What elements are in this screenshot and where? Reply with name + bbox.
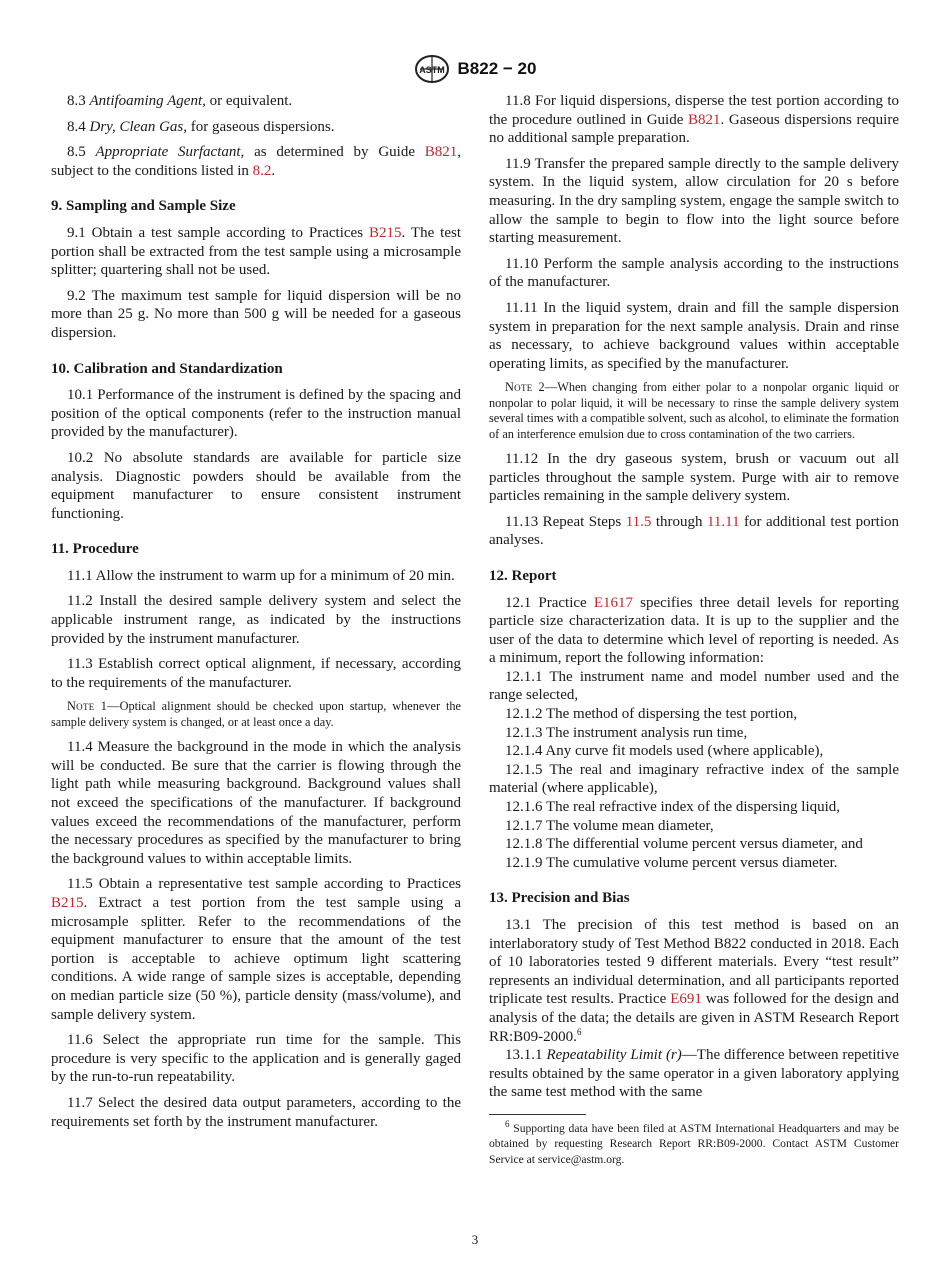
report-item: 12.1.3 The instrument analysis run time, [505, 724, 748, 741]
paragraph-9-1: 9.1 Obtain a test sample according to Practices B215. The test portion shall be extracted from the test sample using a microsample splitter; quartering shall not be used. [51, 224, 461, 279]
paragraph-13-1-1: 13.1.1 Repeatability Limit (r)—The difference between repetitive results obtained by the same operator in a given laboratory applying the same test method with the same [489, 1047, 900, 1101]
paragraph-11-1: 11.1 Allow the instrument to warm up for a minimum of 20 min. [67, 567, 455, 584]
report-item: 12.1.7 The volume mean diameter, [505, 817, 714, 834]
report-item: 12.1.8 The differential volume percent versus diameter, and [505, 836, 863, 853]
paragraph-12-1: 12.1 Practice E1617 specifies three detail levels for reporting particle size characterization data. It is up to the supplier and the user of the data to determine which level of reporting is needed. As a minimum, report the following information: [489, 594, 899, 667]
note-1: Note 1—Optical alignment should be checked upon startup, whenever the sample delivery system is changed, or at least once a day. [51, 699, 461, 729]
paragraph-8-3: 8.3 Antifoaming Agent, or equivalent. [67, 93, 293, 109]
paragraph-11-12: 11.12 In the dry gaseous system, brush or vacuum out all particles throughout the sample system. Purge with air to remove particles remaining in the sample delivery system. [489, 450, 899, 505]
paragraph-11-3: 11.3 Establish correct optical alignment, if necessary, according to the requirements of the manufacturer. [51, 656, 461, 691]
report-item: 12.1.6 The real refractive index of the dispersing liquid, [505, 799, 841, 816]
page-header [0, 52, 950, 86]
footnote-marker[interactable]: 6 [576, 1026, 582, 1037]
section-heading-10: 10. Calibration and Standardization [51, 360, 283, 377]
standard-designation: B822 − 20 [457, 59, 537, 78]
footnote-divider [489, 1114, 586, 1115]
ref-link-8-2[interactable]: 8.2 [252, 162, 272, 179]
paragraph-8-4: 8.4 Dry, Clean Gas, for gaseous dispersions. [67, 118, 335, 135]
ref-link-b821[interactable]: B821 [688, 111, 721, 128]
ref-link-11-5[interactable]: 11.5 [625, 513, 652, 530]
footnote-6: $^6$ Supporting data have been filed at ASTM International Headquarters and may be obtained by requesting Research Report RR:B09-2000. Contact ASTM Customer Service at service@astm.org. [489, 1119, 899, 1166]
right-column [489, 92, 899, 1167]
paragraph-8-5: 8.5 Appropriate Surfactant, as determined by Guide B821, subject to the conditions listed in 8.2. [51, 144, 462, 179]
paragraph-11-6: 11.6 Select the appropriate run time for the sample. This procedure is very specific to the application and is generally gaged by the run-to-run repeatability. [51, 1032, 461, 1086]
section-heading-12: 12. Report [489, 567, 557, 584]
note-2: Note 2—When changing from either polar to a nonpolar organic liquid or nonpolar to polar liquid, it will be necessary to rinse the sample delivery system several times with a compatible solvent, such as alcohol, to eliminate the formation of an interference emulsion due to cross contamination of the two carriers. [489, 380, 899, 441]
paragraph-11-4: 11.4 Measure the background in the mode in which the analysis will be conducted. Be sure that the carrier is flowing through the light path while measuring background. Background values shall not exceed the specifications of the manufacturer. If background values exceed the recommendations of the manufacturer, perform the necessary procedures as specified by the manufacturer to bring the background values to within acceptable limits. [51, 739, 461, 867]
left-column [51, 92, 461, 1138]
paragraph-11-7: 11.7 Select the desired data output parameters, according to the requirements set forth by the instrument manufacturer. [51, 1094, 461, 1130]
ref-link-b215[interactable]: B215 [51, 895, 84, 911]
svg-text:ASTM: ASTM [418, 65, 445, 75]
paragraph-11-8: 11.8 For liquid dispersions, disperse the test portion according to the procedure outlined in Guide B821. Gaseous dispersions require no additional sample preparation. [489, 93, 899, 147]
ref-link-b215[interactable]: B215 [368, 224, 402, 241]
paragraph-11-5: 11.5 Obtain a representative test sample according to Practices B215. Extract a test portion from the test sample using a microsample splitter. Refer to the recommendations of the equipment manufacturer to ensure that the amount of the test portion is acceptable to achieve optimum light scattering conditions. A wide range of sample sizes is acceptable, depending on median particle size (50 %), particle density (mass/volume), and sample delivery system. [51, 876, 461, 1023]
paragraph-11-11: 11.11 In the liquid system, drain and fill the sample dispersion system in preparation for the next sample analysis. Drain and rinse as necessary, to achieve background values within acceptable operating limits, as specified by the manufacturer. [489, 299, 899, 372]
paragraph-11-9: 11.9 Transfer the prepared sample directly to the sample delivery system. In the liquid system, allow circulation for 20 s before measuring. In the dry sampling system, engage the sample switch to allow the sample to begin to flow into the light source before starting measurement. [489, 155, 899, 247]
paragraph-13-1: 13.1 The precision of this test method is based on an interlaboratory study of Test Method B822 conducted in 2018. Each of 10 laboratories tested 9 different materials. Every “test result” represents an individual determination, and all participants reported triplicate test results. Practice E691 was followed for the design and analysis of the data; the details are given in ASTM Research Report RR:B09-2000.$^6$ [489, 917, 899, 1045]
report-item: 12.1.9 The cumulative volume percent versus diameter. [505, 854, 838, 871]
report-item: 12.1.2 The method of dispersing the test portion, [505, 706, 798, 723]
report-item: 12.1.5 The real and imaginary refractive index of the sample material (where applicable), [489, 761, 899, 797]
ref-link-11-11[interactable]: 11.11 [706, 513, 740, 530]
section-heading-11: 11. Procedure [51, 541, 139, 558]
ref-link-b821[interactable]: B821 [424, 144, 458, 161]
section-heading-9: 9. Sampling and Sample Size [51, 198, 236, 215]
paragraph-9-2: 9.2 The maximum test sample for liquid dispersion will be no more than 25 g. No more than 500 g will be needed for a gaseous dispersion. [51, 287, 461, 341]
page-number: 3 [471, 1232, 479, 1247]
paragraph-11-10: 11.10 Perform the sample analysis according to the instructions of the manufacturer. [489, 255, 899, 291]
ref-link-e691[interactable]: E691 [670, 991, 702, 1008]
astm-logo-icon [414, 54, 450, 84]
paragraph-10-1: 10.1 Performance of the instrument is defined by the spacing and position of the optical components (refer to the instruction manual provided by the manufacturer). [51, 387, 461, 441]
report-item: 12.1.1 The instrument name and model number used and the range selected, [489, 668, 899, 704]
paragraph-10-2: 10.2 No absolute standards are available for particle size analysis. Diagnostic powders should be available from the equipment manufacturer to ensure consistent instrument functioning. [51, 449, 461, 522]
paragraph-11-2: 11.2 Install the desired sample delivery system and select the applicable instrument range, as indicated by the instructions provided by the instrument manufacturer. [51, 593, 461, 647]
paragraph-11-13: 11.13 Repeat Steps 11.5 through 11.11 for additional test portion analyses. [489, 513, 900, 549]
section-heading-13: 13. Precision and Bias [489, 890, 630, 907]
ref-link-e1617[interactable]: E1617 [593, 594, 633, 611]
report-item: 12.1.4 Any curve fit models used (where applicable), [505, 743, 824, 760]
